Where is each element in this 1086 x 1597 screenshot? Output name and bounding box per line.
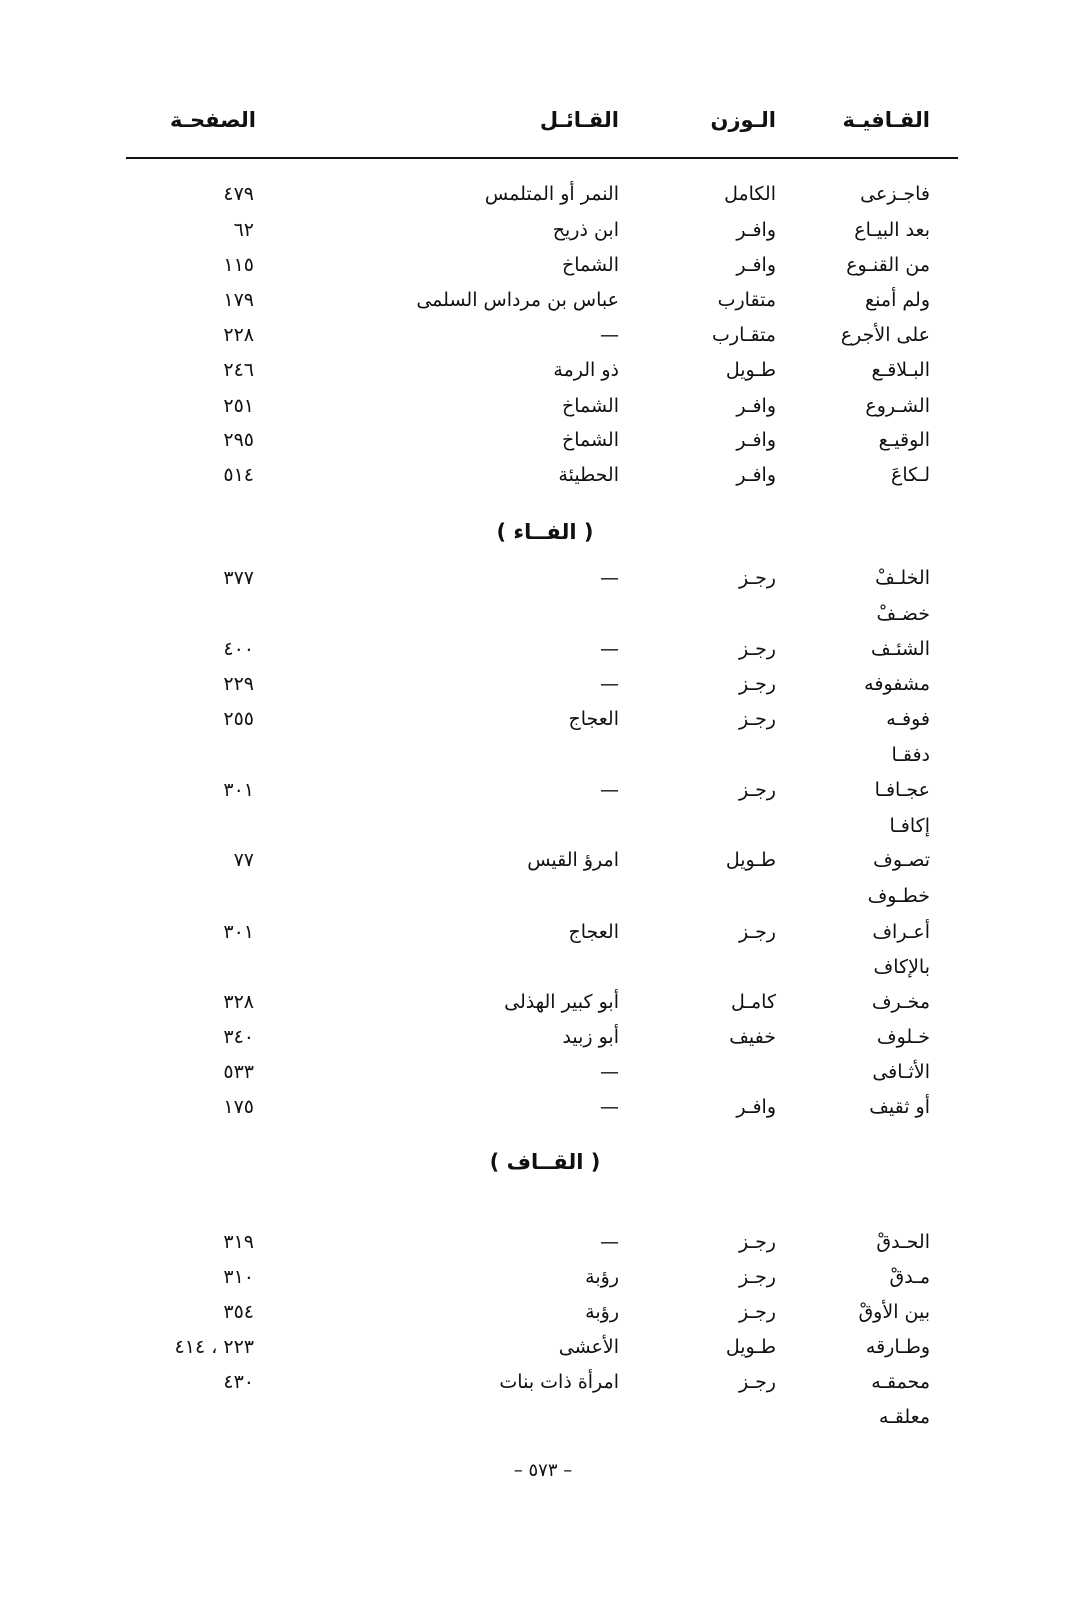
meter-cell: خفيف xyxy=(729,1026,776,1048)
rhyme-cell: تصـوف xyxy=(873,849,930,871)
page-cell: ٧٧ xyxy=(233,849,254,871)
page-cell: ٢٥٥ xyxy=(223,708,254,730)
rhyme-cell: الحـدقْ xyxy=(876,1231,930,1253)
page-cell: ٥١٤ xyxy=(223,464,254,486)
page-cell: ١١٥ xyxy=(223,254,254,276)
poet-cell: ذو الرمة xyxy=(553,359,619,381)
header-rhyme: القـافيـة xyxy=(842,108,930,132)
meter-cell: رجـز xyxy=(739,638,776,660)
rhyme-cell: فوفـه xyxy=(886,708,930,730)
meter-cell: رجـز xyxy=(739,673,776,695)
rhyme-cell: ولم أمنع xyxy=(865,289,930,311)
poet-cell: — xyxy=(600,779,619,801)
poet-cell: العجاج xyxy=(568,921,619,943)
meter-cell: كامـل xyxy=(731,991,776,1013)
poet-cell: — xyxy=(600,567,619,589)
page-cell: ٣٥٤ xyxy=(223,1301,254,1323)
section-heading: ( القــاف ) xyxy=(489,1150,601,1174)
rhyme-cell: محمقـه xyxy=(871,1371,930,1393)
rhyme-cell: الخلـفْ xyxy=(875,567,930,589)
page-cell: ٣٠١ xyxy=(223,921,254,943)
meter-cell: وافـر xyxy=(736,464,776,486)
poet-cell: الحطيئة xyxy=(558,464,619,486)
rhyme-cell: بعد البيـاع xyxy=(854,219,930,241)
meter-cell: رجـز xyxy=(739,779,776,801)
rhyme-cell: من القنـوع xyxy=(846,254,930,276)
rhyme-cell: مـدقْ xyxy=(889,1266,930,1288)
page-cell: ٣٤٠ xyxy=(223,1026,254,1048)
poet-cell: ابن ذريح xyxy=(552,219,619,241)
rhyme-cell: على الأجرع xyxy=(840,324,930,346)
poet-cell: أبو كبير الهذلى xyxy=(504,991,619,1013)
page-cell: ٤٧٩ xyxy=(223,183,254,205)
meter-cell: رجـز xyxy=(739,921,776,943)
poet-cell: — xyxy=(600,324,619,346)
rhyme-cell: وطـارقه xyxy=(865,1336,930,1358)
rhyme-cell: خطـوف xyxy=(867,885,930,907)
header-poet: القـائـل xyxy=(539,108,619,132)
section-heading: ( الفــاء ) xyxy=(496,520,594,544)
poet-cell: العجاج xyxy=(568,708,619,730)
meter-cell: رجـز xyxy=(739,1301,776,1323)
rhyme-cell: مخـرف xyxy=(871,991,930,1013)
rhyme-cell: معلقـه xyxy=(879,1406,930,1428)
rhyme-cell: خضـفْ xyxy=(876,603,930,625)
page-cell: ٣٠١ xyxy=(223,779,254,801)
page-cell: ٦٢ xyxy=(233,219,254,241)
page-cell: ٢٥١ xyxy=(223,395,254,417)
header-meter: الـوزن xyxy=(710,108,776,132)
page-cell: ١٧٥ xyxy=(223,1096,254,1118)
rhyme-cell: عجـافـا xyxy=(874,779,930,801)
page-cell: ٣٢٨ xyxy=(223,991,254,1013)
poet-cell: رؤبة xyxy=(585,1301,619,1323)
page-cell: ٢٢٨ xyxy=(223,324,254,346)
poet-cell: — xyxy=(600,1231,619,1253)
meter-cell: رجـز xyxy=(739,567,776,589)
rhyme-cell: فاجـزعى xyxy=(860,183,930,205)
rhyme-cell: الشئـف xyxy=(871,638,930,660)
poet-cell: الأعشى xyxy=(558,1336,619,1358)
meter-cell: الكامل xyxy=(724,183,776,205)
page-cell: ٣١٩ xyxy=(223,1231,254,1253)
meter-cell: وافـر xyxy=(736,429,776,451)
poet-cell: — xyxy=(600,673,619,695)
page-number: – ٥٧٣ – xyxy=(513,1460,573,1481)
header-rule xyxy=(126,157,958,159)
rhyme-cell: إكافـا xyxy=(889,815,930,837)
meter-cell: وافـر xyxy=(736,1096,776,1118)
rhyme-cell: الأثـافى xyxy=(872,1061,930,1083)
meter-cell: رجـز xyxy=(739,1371,776,1393)
rhyme-cell: أعـراف xyxy=(872,921,930,943)
poet-cell: الشماخ xyxy=(561,429,619,451)
page-cell: ٢٢٩ xyxy=(223,673,254,695)
rhyme-cell: البـلاقـع xyxy=(871,359,930,381)
meter-cell: رجـز xyxy=(739,1266,776,1288)
poet-cell: رؤبة xyxy=(585,1266,619,1288)
rhyme-cell: أو ثقيف xyxy=(869,1096,930,1118)
rhyme-cell: دفقـا xyxy=(891,744,930,766)
meter-cell: رجـز xyxy=(739,708,776,730)
meter-cell: وافـر xyxy=(736,254,776,276)
poet-cell: امرؤ القيس xyxy=(527,849,619,871)
page-cell: ٤٣٠ xyxy=(223,1371,254,1393)
rhyme-cell: بين الأوقْ xyxy=(858,1301,930,1323)
page-cell: ٣١٠ xyxy=(223,1266,254,1288)
poet-cell: الشماخ xyxy=(561,395,619,417)
poet-cell: امرأة ذات بنات xyxy=(499,1371,619,1393)
page-cell: ٥٣٣ xyxy=(223,1061,254,1083)
meter-cell: طـويل xyxy=(725,359,776,381)
rhyme-cell: بالإكاف xyxy=(873,956,930,978)
poet-cell: أبو زبيد xyxy=(562,1026,619,1048)
meter-cell: طـويل xyxy=(725,849,776,871)
page-cell: ١٧٩ xyxy=(223,289,254,311)
poet-cell: النمر أو المتلمس xyxy=(484,183,619,205)
page-cell: ٣٧٧ xyxy=(223,567,254,589)
rhyme-cell: الشـروع xyxy=(865,395,930,417)
poet-cell: عباس بن مرداس السلمى xyxy=(416,289,619,311)
rhyme-cell: لـكاعَ xyxy=(891,464,930,486)
page-cell: ٢٢٣ ، ٤١٤ xyxy=(174,1336,254,1358)
poet-cell: — xyxy=(600,1096,619,1118)
poet-cell: — xyxy=(600,638,619,660)
rhyme-cell: خـلوف xyxy=(876,1026,930,1048)
meter-cell: وافـر xyxy=(736,395,776,417)
meter-cell: متقارب xyxy=(717,289,776,311)
header-page: الصفحـة xyxy=(170,108,256,132)
page-cell: ٤٠٠ xyxy=(223,638,254,660)
meter-cell: متقـارب xyxy=(712,324,776,346)
rhyme-cell: الوقيـع xyxy=(878,429,930,451)
meter-cell: وافـر xyxy=(736,219,776,241)
meter-cell: طـويل xyxy=(725,1336,776,1358)
meter-cell: رجـز xyxy=(739,1231,776,1253)
poet-cell: الشماخ xyxy=(561,254,619,276)
page-cell: ٢٩٥ xyxy=(223,429,254,451)
rhyme-cell: مشفوفه xyxy=(864,673,930,695)
poet-cell: — xyxy=(600,1061,619,1083)
page-cell: ٢٤٦ xyxy=(223,359,254,381)
